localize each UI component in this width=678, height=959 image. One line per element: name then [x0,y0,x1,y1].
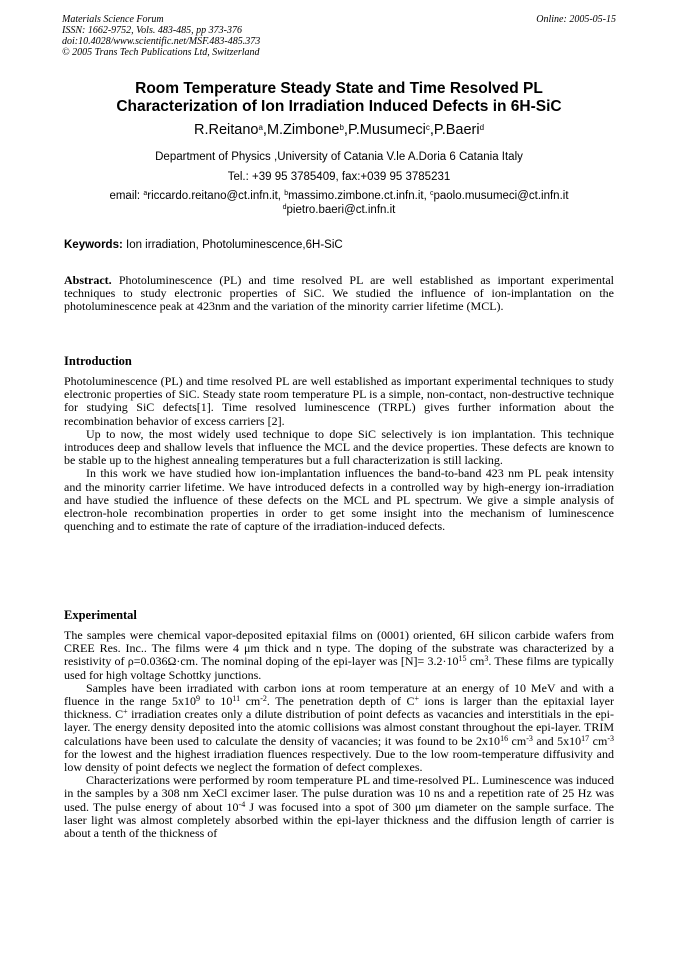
introduction-body [64,375,614,533]
doi-line: doi:10.4028/www.scientific.net/MSF.483-485.373 [62,36,261,47]
author-mark: a [258,123,263,132]
keywords-text: Ion irradiation, Photoluminescence,6H-SiC [126,239,343,251]
experimental-body [64,629,614,840]
abstract-label: Abstract. [64,273,112,287]
author-mark: b [339,123,344,132]
keywords [64,238,614,252]
keywords-label: Keywords: [64,239,123,251]
abstract-text: Photoluminescence (PL) and time resolved PL are well established as important experimental techniques to study electronic properties of SiC. We studied the influence of ion-implantation on the photoluminescence peak at 423nm and the variation of the minority carrier lifetime (MCL). [64,273,614,314]
email-d[interactable]: pietro.baeri@ct.infn.it [286,203,396,216]
author-name: M.Zimbone [266,122,340,138]
email-block: email: $^a$riccardo.reitano@ct.infn.it, $^b$massimo.zimbone.ct.infn.it, $^c$paolo.musumeci@ct.infn.it $^d$pietro.baeri@ct.infn.it [109,190,569,216]
email-b[interactable]: massimo.zimbone.ct.infn.it [288,190,424,202]
author-mark: d [479,123,485,132]
journal-header [62,14,616,58]
intro-paragraph-1: Photoluminescence (PL) and time resolved PL are well established as important experimental techniques to study electronic properties of SiC. Steady state room temperature PL is a simple, non-contact, non-destructive technique for studying SiC defects[1]. Time resolved luminescence (TRPL) gives further information about the recombination behavior of excess carriers [2]. [64,374,614,428]
copyright-line: © 2005 Trans Tech Publications Ltd, Switzerland [62,47,260,58]
experimental-heading: Experimental [64,608,137,622]
author-name: P.Musumeci [347,122,426,138]
paper-title [40,80,638,116]
email-c[interactable]: paolo.musumeci@ct.infn.it [433,190,569,202]
exp-paragraph-1: The samples were chemical vapor-deposited epitaxial films on (0001) oriented, 6H silicon carbide wafers from CREE Res. Inc.. The films were 4 μm thick and n type. The doping of the substrate was characterized by a resistivity of ρ=0.036Ω·cm. The nominal doping of the epi-layer was $[N]= 3.2\cdot 10^{15}$ $cm^3$. These films are typically used for high voltage Schottky junctions. [64,628,614,682]
author-name: R.Reitano [193,122,259,138]
introduction-heading: Introduction [64,354,132,368]
journal-name: Materials Science Forum [62,14,164,25]
intro-paragraph-2: Up to now, the most widely used technique to dope SiC selectively is ion implantation. This technique introduces deep and shallow levels that influence the MCL and the device properties. These defects are known to be stable up to the highest annealing temperatures but a full characterization is still lacking. [64,426,614,468]
author-mark: c [425,123,430,132]
abstract [64,274,614,314]
title-line-1: Room Temperature Steady State and Time Resolved PL [135,80,543,97]
email-a[interactable]: riccardo.reitano@ct.infn.it [147,190,278,202]
title-line-2: Characterization of Ion Irradiation Induced Defects in 6H-SiC [116,98,562,115]
exp-paragraph-3: Characterizations were performed by room temperature PL and time-resolved PL. Luminescence was induced in the samples by a 308 nm XeCl excimer laser. The pulse duration was 10 ns and a repetition rate of 25 Hz was used. The pulse energy of about $10^{-4}$ J was focused into a spot of 300 μm diameter on the sample surface. The laser light was almost completely absorbed within the epi-layer thickness and the diffusion length of carrier is about a tenth of the thickness of [64,773,614,841]
online-date: Online: 2005-05-15 [536,14,616,25]
author-name: P.Baeri [433,122,480,138]
email-prefix: email: [109,190,144,202]
affiliation: Department of Physics ,University of Catania V.le A.Doria 6 Catania Italy [155,151,523,163]
contact-phone: Tel.: +39 95 3785409, fax:+039 95 3785231 [227,171,451,183]
issn-line: ISSN: 1662-9752, Vols. 483-485, pp 373-376 [62,25,242,36]
exp-paragraph-2: Samples have been irradiated with carbon ions at room temperature at an energy of 10 MeV and with a fluence in the range $5x10^9$ to $10^{11}$ $cm^{-2}$. The penetration depth of C+ ions is larger than the epitaxial layer thickness. C+ irradiation creates only a dilute distribution of point defects as vacancies and interstitials in the epi-layer. The energy density deposited into the atomic collisions was almost constant throughout the epi-layer. TRIM calculations have been used to calculate the density of vacancies; it was found to be $2x10^{16}$ $cm^{-3}$ and $5x10^{17}$ $cm^{-3}$ for the lowest and the highest irradiation fluences respectively. Due to the low room-temperature diffusivity and low density of point defects we neglect the formation of defect complexes. [64,680,615,775]
author-list: R.Reitano$^a$,M.Zimbone$^b$,P.Musumeci$^c$,P.Baeri$^d$ [193,122,485,138]
intro-paragraph-3: In this work we have studied how ion-implantation influences the band-to-band 423 nm PL peak intensity and the minority carrier lifetime. We have introduced defects in a controlled way by high-energy ion-irradiation and have studied the influence of these defects on the MCL and PL spectrum. We give a simple analysis of electron-hole recombination properties in order to get some insight into the mechanism of luminescence quenching and to estimate the rate of capture of the irradiation-induced defects. [64,466,614,534]
